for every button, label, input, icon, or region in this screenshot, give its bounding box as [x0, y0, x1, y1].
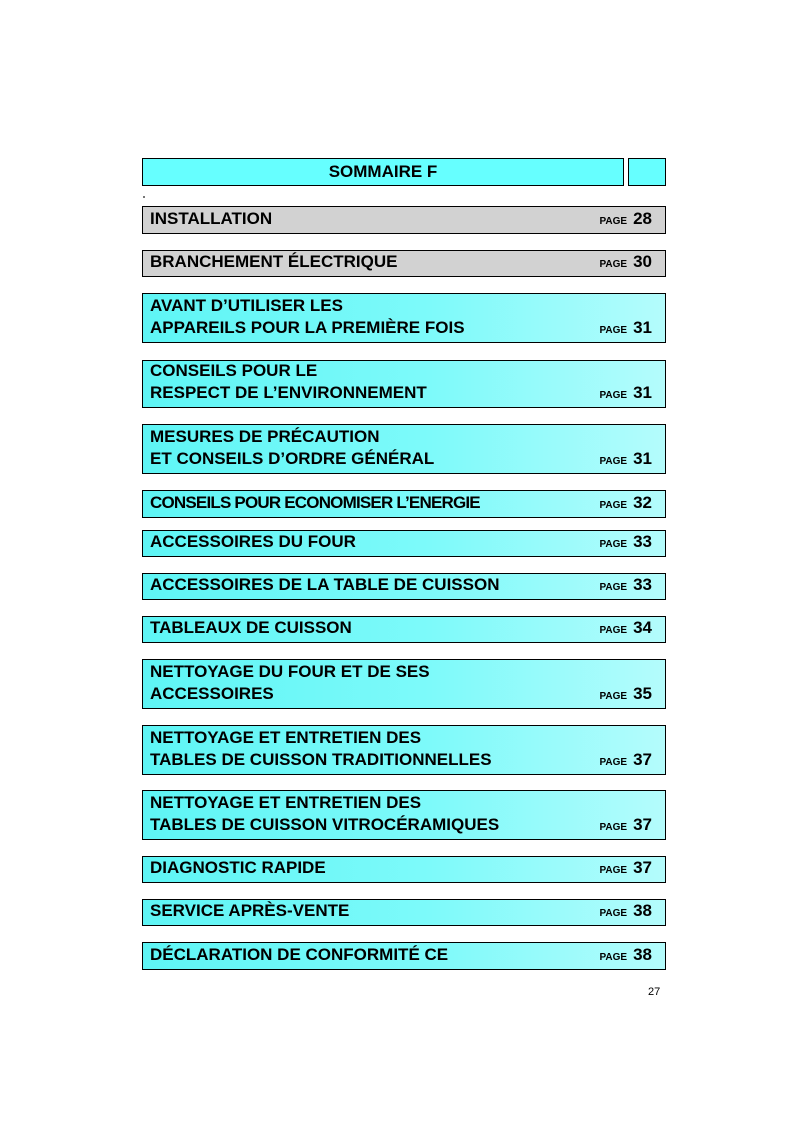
toc-entry-tableaux-cuisson[interactable]: [142, 616, 666, 643]
toc-entry-avant-utiliser[interactable]: [142, 293, 666, 343]
toc-entry-economiser-energie[interactable]: [142, 490, 666, 518]
toc-entry-mesures-precaution[interactable]: [142, 424, 666, 474]
entry-page-ref: PAGE 35: [599, 684, 652, 703]
toc-entry-accessoires-four[interactable]: [142, 530, 666, 557]
entry-page-ref: PAGE 38: [599, 901, 652, 920]
entry-label: DIAGNOSTIC RAPIDE: [150, 858, 326, 877]
toc-entry-installation[interactable]: [142, 206, 666, 234]
entry-label: NETTOYAGE DU FOUR ET DE SES ACCESSOIRES: [150, 662, 430, 703]
entry-label: MESURES DE PRÉCAUTION ET CONSEILS D’ORDRE GÉNÉRAL: [150, 427, 435, 468]
entry-label: NETTOYAGE ET ENTRETIEN DES TABLES DE CUISSON TRADITIONNELLES: [150, 728, 492, 769]
entry-page-ref: PAGE 37: [599, 750, 652, 769]
page-number: 27: [648, 986, 661, 998]
entry-page-ref: PAGE 31: [599, 383, 652, 402]
entry-label: BRANCHEMENT ÉLECTRIQUE: [150, 252, 398, 271]
toc-entry-nettoyage-tables-traditionnelles[interactable]: [142, 725, 666, 775]
entry-page-ref: PAGE 33: [599, 575, 652, 594]
entry-label: SERVICE APRÈS-VENTE: [150, 901, 350, 920]
toc-entry-declaration-conformite[interactable]: [142, 942, 666, 970]
entry-label: DÉCLARATION DE CONFORMITÉ CE: [150, 945, 449, 964]
entry-label: ACCESSOIRES DU FOUR: [150, 532, 356, 551]
toc-entry-nettoyage-four[interactable]: [142, 659, 666, 709]
toc-entry-conseils-environnement[interactable]: [142, 360, 666, 408]
entry-page-ref: PAGE 30: [599, 252, 652, 271]
entry-page-ref: PAGE 32: [599, 493, 652, 512]
entry-page-ref: PAGE 28: [599, 209, 652, 228]
entry-label: INSTALLATION: [150, 209, 273, 228]
toc-title: [142, 158, 624, 186]
entry-page-ref: PAGE 37: [599, 858, 652, 877]
entry-label: ACCESSOIRES DE LA TABLE DE CUISSON: [150, 575, 500, 594]
entry-page-ref: PAGE 33: [599, 532, 652, 551]
entry-page-ref: PAGE 31: [599, 449, 652, 468]
toc-title-text: SOMMAIRE F: [328, 162, 438, 181]
entry-page-ref: PAGE 38: [599, 945, 652, 964]
toc-entry-accessoires-table[interactable]: [142, 573, 666, 600]
entry-label: CONSEILS POUR LE RESPECT DE L’ENVIRONNEMENT: [150, 361, 427, 402]
entry-label: TABLEAUX DE CUISSON: [150, 618, 352, 637]
entry-page-ref: PAGE 37: [599, 815, 652, 834]
entry-label: AVANT D’UTILISER LES APPAREILS POUR LA PREMIÈRE FOIS: [150, 296, 465, 337]
entry-page-ref: PAGE 34: [599, 618, 652, 637]
toc-entry-nettoyage-tables-vitroceramiques[interactable]: [142, 790, 666, 840]
entry-label: CONSEILS POUR ECONOMISER L’ENERGIE: [150, 493, 480, 512]
toc-entry-branchement-electrique[interactable]: [142, 250, 666, 277]
toc-title-side-box: [628, 158, 666, 186]
stray-dot: [143, 196, 145, 198]
toc-entry-diagnostic-rapide[interactable]: [142, 856, 666, 883]
entry-label: NETTOYAGE ET ENTRETIEN DES TABLES DE CUISSON VITROCÉRAMIQUES: [150, 793, 500, 834]
entry-page-ref: PAGE 31: [599, 318, 652, 337]
toc-entry-service-apres-vente[interactable]: [142, 899, 666, 926]
